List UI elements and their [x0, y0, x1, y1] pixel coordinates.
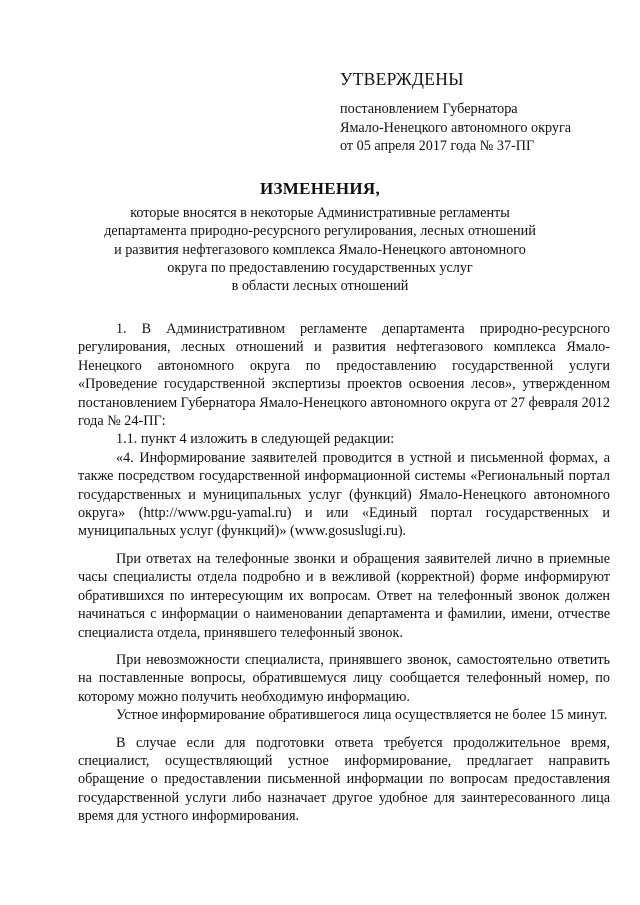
document-title: ИЗМЕНЕНИЯ,: [259, 179, 381, 198]
approval-line-3: от 05 апреля 2017 года № 37-ПГ: [340, 138, 535, 154]
paragraph-5: При невозможности специалиста, принявшего звонок, самостоятельно ответить на поставленные вопросы, обратившемуся лицу сообщается телефонный номер, по которому можно получить необходимую информацию.: [78, 651, 610, 705]
heading-line-2: департамента природно-ресурсного регулирования, лесных отношений: [104, 223, 536, 240]
paragraph-4: При ответах на телефонные звонки и обращения заявителей лично в приемные часы специалисты отдела подробно и в вежливой (корректной) форме информируют обратившихся по интересующим их вопросам. Ответ на телефонный звонок должен начинаться с информации о наименовании департамента и фамилии, имени, отчестве специалиста отдела, принявшего телефонный звонок.: [78, 550, 610, 641]
paragraph-2: 1.1. пункт 4 изложить в следующей редакции:: [116, 431, 395, 448]
approval-title: УТВЕРЖДЕНЫ: [340, 69, 464, 89]
paragraph-6: Устное информирование обратившегося лица осуществляется не более 15 минут.: [116, 707, 608, 724]
paragraph-7: В случае если для подготовки ответа требуется продолжительное время, специалист, осуществляющий устное информирование, предлагает направить обращение о предоставлении письменной информации по вопросам предоставления государственной услуги либо назначает другое удобное для заинтересованного лица время для устного информирования.: [78, 734, 610, 825]
heading-line-5: в области лесных отношений: [231, 278, 409, 295]
approval-block: [340, 68, 620, 156]
approval-line-1: постановлением Губернатора: [340, 101, 518, 117]
paragraph-1: 1. В Административном регламенте департамента природно-ресурсного регулирования, лесных отношений и развития нефтегазового комплекса Ямало-Ненецкого автономного округа по предоставлению государственной услуги «Проведение государственной экспертизы проектов освоения лесов», утвержденном постановлением Губернатора Ямало-Ненецкого автономного округа от 27 февраля 2012 года № 24-ПГ:: [78, 321, 610, 430]
document-heading: [90, 178, 550, 295]
heading-line-3: и развития нефтегазового комплекса Ямало-Ненецкого автономного: [114, 241, 526, 258]
paragraph-3: «4. Информирование заявителей проводится в устной и письменной формах, а также посредством государственной информационной системы «Региональный портал государственных и муниципальных услуг (функций) Ямало-Ненецкого автономного округа» (http://www.pgu-yamal.ru) и или «Единый портал государственных и муниципальных услуг (функций)» (www.gosuslugi.ru).: [78, 449, 610, 540]
approval-line-2: Ямало-Ненецкого автономного округа: [340, 119, 572, 136]
heading-line-1: которые вносятся в некоторые Административные регламенты: [130, 205, 510, 221]
heading-line-4: округа по предоставлению государственных услуг: [167, 259, 473, 276]
document-body: [78, 320, 610, 826]
